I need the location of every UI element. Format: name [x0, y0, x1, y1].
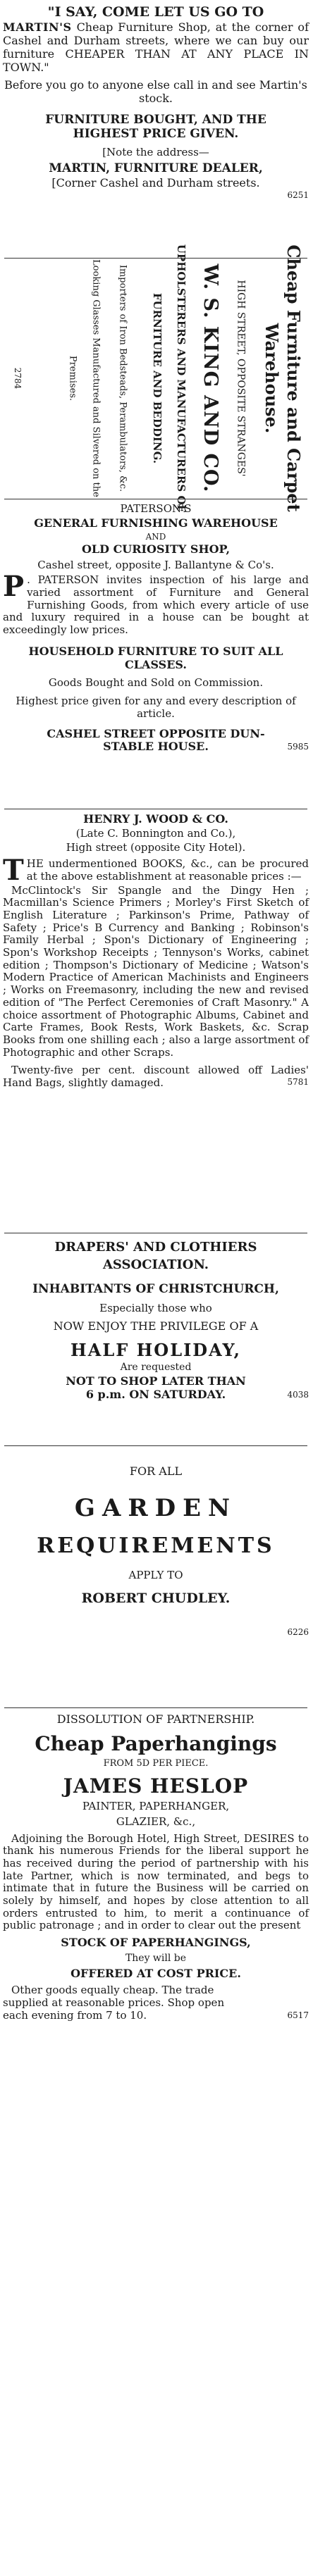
king-col2 [228, 262, 252, 494]
king-heading: Cheap Furniture and Carpet [283, 244, 305, 512]
drapers-time-row [3, 1388, 309, 1402]
heslop-other3-row [3, 2010, 309, 2022]
drapers-holiday: HALF HOLIDAY, [70, 1340, 241, 1361]
king-warehouse: Warehouse. [262, 323, 282, 434]
king-furniture: FURNITURE AND BEDDING. [150, 292, 164, 464]
king-number: 2784 [13, 367, 23, 390]
martin-address2: [Corner Cashel and Durham streets. [51, 176, 260, 190]
drapers-requested: Are requested [120, 1362, 192, 1374]
martin-bought: FURNITURE BOUGHT, AND THE HIGHEST PRICE GIVEN. [45, 112, 266, 141]
martin-name: MARTIN'S [3, 20, 72, 35]
paterson-title3: OLD CURIOSITY SHOP, [81, 542, 231, 556]
divider [4, 1445, 307, 1446]
king-address: HIGH STREET, OPPOSITE STRANGES' [235, 280, 247, 477]
drapers-time: 6 p.m. ON SATURDAY. [85, 1387, 226, 1401]
heslop-number: 6517 [287, 2010, 309, 2020]
heslop-will: They will be [125, 1953, 187, 1965]
wood-intro-text: HE undermentioned BOOKS, &c., can be procured at the above establishment at reasonable prices :— [26, 857, 309, 883]
paterson-footer2: STABLE HOUSE. [103, 740, 209, 754]
garden-name: ROBERT CHUDLEY. [81, 1591, 231, 1607]
paterson-highest: Highest price given for any and every description of article. [16, 695, 296, 720]
martin-body-text: Cheap Furniture Shop, at the corner of Cashel and Durham streets, where we can buy our furniture CHEAPER THAN AT ANY PLACE IN TOWN." [3, 20, 309, 75]
martin-address1: MARTIN, FURNITURE DEALER, [49, 161, 263, 176]
heslop-dissolution: DISSOLUTION OF PARTNERSHIP. [56, 1712, 255, 1726]
garden-apply: APPLY TO [128, 1569, 183, 1582]
paterson-address: Cashel street, opposite J. Ballantyne & Co's. [37, 558, 274, 571]
king-importers: Importers of Iron Bedsteads, Perambulators, &c. [117, 264, 128, 492]
drapers-inhabitants: INHABITANTS OF CHRISTCHURCH, [32, 1282, 279, 1297]
paterson-footer-row [3, 740, 309, 754]
wood-title: HENRY J. WOOD & CO. [83, 812, 228, 826]
king-col8 [62, 262, 83, 494]
paterson-footer1: CASHEL STREET OPPOSITE DUN- [47, 726, 265, 740]
drapers-not-shop: NOT TO SHOP LATER THAN [66, 1374, 246, 1388]
heslop-cheap: Cheap Paperhangings [35, 1731, 277, 1755]
paterson-body-text: . PATERSON invites inspection of his large and varied assortment of Furniture and General Furnishing Goods, from which every article of use and luxury required in a house can be bought at exceedingly low prices. [3, 573, 309, 637]
garden-requirements: REQUIREMENTS [37, 1533, 275, 1558]
heslop-painter: PAINTER, PAPERHANGER, [82, 1800, 230, 1813]
paterson-title2: GENERAL FURNISHING WAREHOUSE [34, 516, 278, 530]
paterson-and: AND [145, 531, 166, 542]
wood-sub2: High street (opposite City Hotel). [66, 840, 246, 854]
heslop-glazier: GLAZIER, &c., [116, 1815, 196, 1828]
wood-number: 5781 [287, 1076, 309, 1087]
paterson-commission: Goods Bought and Sold on Commission. [48, 676, 264, 690]
martin-body [3, 21, 309, 75]
garden-title: GARDEN [74, 1493, 238, 1522]
king-col4 [169, 244, 192, 513]
wood-discount [3, 1064, 309, 1089]
king-col6 [109, 262, 137, 494]
paterson-title1: PATERSON'S [120, 502, 192, 515]
ad-wood [3, 813, 309, 1090]
garden-number: 6226 [287, 1627, 309, 1638]
heslop-stock: STOCK OF PAPERHANGINGS, [61, 1936, 251, 1950]
paterson-dropcap: P [3, 570, 25, 604]
drapers-now: NOW ENJOY THE PRIVILEGE OF A [53, 1319, 259, 1333]
king-col1 [257, 244, 309, 512]
martin-call: Before you go to anyone else call in and see Martin's stock. [4, 77, 307, 105]
heslop-other1: Other goods equally cheap. The trade [11, 1984, 214, 1997]
wood-discount-text: Twenty-five per cent. discount allowed off Ladies' Hand Bags, slightly damaged. [3, 1064, 309, 1089]
ad-heslop [3, 1713, 309, 2022]
paterson-number: 5985 [287, 742, 309, 752]
drapers-title1: DRAPERS' AND CLOTHIERS [54, 1240, 257, 1255]
heslop-other2: supplied at reasonable prices. Shop open [3, 1996, 225, 2010]
heslop-name: JAMES HESLOP [63, 1774, 249, 1798]
martin-headline: "I SAY, COME LET US GO TO [47, 4, 264, 20]
martin-number: 6251 [287, 190, 309, 201]
ad-drapers [3, 1240, 309, 1402]
king-looking-glasses: Looking Glasses Manufactured and Silvered on the [90, 259, 102, 497]
drapers-number: 4038 [287, 1389, 309, 1400]
wood-dropcap: T [3, 854, 24, 888]
ad-paterson [3, 503, 309, 754]
heslop-other3: each evening from 7 to 10. [3, 2008, 147, 2022]
drapers-especially: Especially those who [99, 1301, 212, 1314]
wood-sub1: (Late C. Bonnington and Co.), [75, 826, 236, 840]
king-col7 [85, 259, 107, 497]
heslop-other [3, 1984, 309, 2022]
drapers-title2: ASSOCIATION. [102, 1257, 209, 1273]
heslop-from: FROM 5D PER PIECE. [103, 1757, 209, 1769]
heslop-offered: OFFERED AT COST PRICE. [70, 1966, 241, 1980]
paterson-household: HOUSEHOLD FURNITURE TO SUIT ALL CLASSES. [28, 644, 283, 671]
garden-for: FOR ALL [129, 1464, 183, 1478]
king-col9 [7, 262, 28, 494]
wood-intro [3, 854, 309, 888]
king-col3 [193, 262, 227, 494]
divider [4, 1707, 307, 1708]
king-col5 [145, 262, 168, 494]
king-upholsterers: UPHOLSTERERS AND MANUFACTURERS OF [174, 244, 188, 513]
martin-note: [Note the address— [102, 145, 209, 158]
king-premises: Premises. [67, 355, 78, 402]
king-firm: W. S. KING AND CO. [199, 263, 221, 493]
heslop-body: Adjoining the Borough Hotel, High Street, DESIRES to thank his numerous Friends for the liberal support he has received during the period of partnership with his late Partner, which is now terminated, and begs to intimate that in future the Business will be carried on solely by himself, and hopes by close attention to all orders entrusted to him, to merit a continuance of public patronage ; and in order to clear out the present [3, 1831, 309, 1932]
ad-garden [3, 1452, 309, 1638]
ad-martin [3, 4, 309, 201]
paterson-body [3, 570, 309, 637]
wood-books: McClintock's Sir Spangle and the Dingy Hen ; Macmillan's Science Primers ; Morley's First Sketch of English Literature ; Parkinson's Prime, Pathway of Safety ; Price's B Currency and Banking ; Robinson's Family Herbal ; Spon's Dictionary of Engineering ; Spon's Workshop Receipts ; Tennyson's Works, cabinet edition ; Thompson's Dictionary of Medicine ; Watson's Modern Practice of American Machinists and Engineers ; Works on Freemasonry, including the new and revised edition of "The Perfect Ceremonies of Craft Masonry." A choice assortment of Photographic Albums, Cabinet and Carte Frames, Book Rests, Work Baskets, &c. Scrap Books from one shilling each ; also a large assortment of Photographic and other Scraps. [3, 883, 309, 1059]
